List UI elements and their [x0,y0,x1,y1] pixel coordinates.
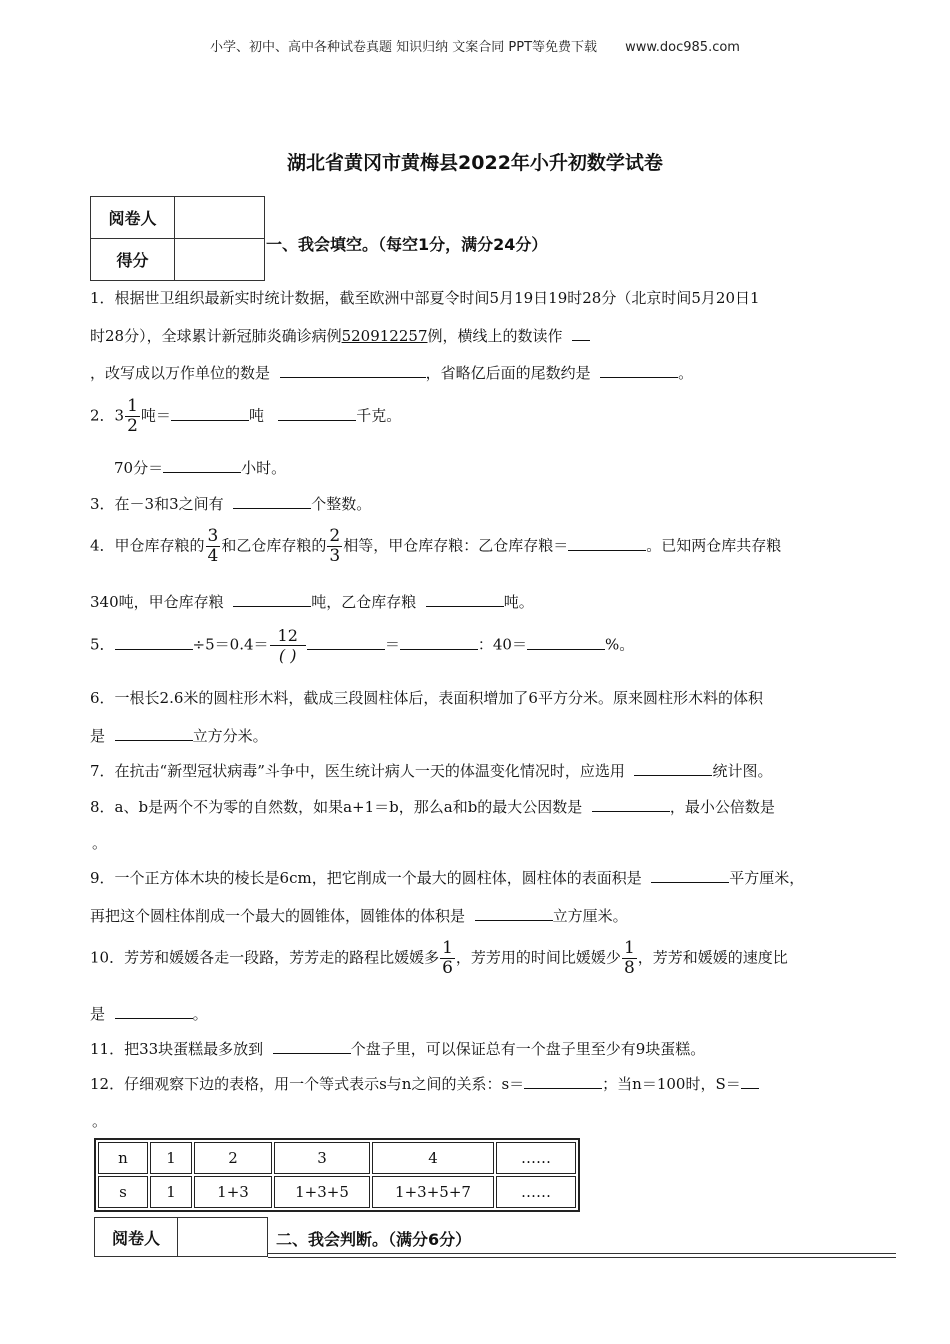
reviewer-label-2: 阅卷人 [95,1218,178,1257]
table-cell: n [98,1142,148,1174]
table-cell: 3 [274,1142,370,1174]
divider-line [268,1257,896,1258]
q4-text-e: 340吨，甲仓库存粮 [90,593,224,611]
q1-line2 [90,325,590,346]
q10-text-b: ，芳芳用的时间比媛媛少 [455,948,621,967]
q4-fraction-2 [327,527,342,566]
q1-text-c2: ，省略亿后面的尾数约是 [425,364,591,382]
q4-blank-ratio[interactable] [568,536,646,551]
q5-text-e: %。 [604,635,635,654]
q3-text-a: 3．在－3和3之间有 [90,495,224,513]
q2-blank-kg[interactable] [278,406,356,421]
q2-blank-ton[interactable] [171,406,249,421]
page-header [0,36,950,55]
table-cell: …… [496,1176,576,1208]
q4-blank-yi[interactable] [426,592,504,607]
q4-text-d: 。已知两仓库共存粮 [646,536,782,555]
q4-text-g: 吨。 [503,593,534,611]
q4-text-b: 和乙仓库存粮的 [221,536,327,555]
q2-text-l2b: 小时。 [241,459,287,477]
table-cell: 1+3 [194,1176,272,1208]
score-cell[interactable] [175,239,265,281]
q8-period: 。 [92,834,108,852]
n-s-table [94,1138,580,1212]
q12-text-b: ；当n＝100时，S＝ [602,1075,741,1093]
q4-fraction-1 [206,527,221,566]
q1-line1: 1．根据世卫组织最新实时统计数据，截至欧洲中部夏令时间5月19日19时28分（北京时间5月20日1 [90,289,760,307]
q10-frac1-num: 1 [442,938,453,958]
q6-blank[interactable] [115,726,193,741]
q10-blank[interactable] [115,1004,193,1019]
header-url[interactable]: www.doc985.com [625,40,740,55]
q9-line1 [90,867,804,888]
table-row [98,1176,576,1208]
q6-text-c: 立方分米。 [192,727,268,745]
q5-blank-2[interactable] [307,635,385,650]
q1-text-c1: ，改写成以万作单位的数是 [90,364,271,382]
table-cell: 1 [150,1142,192,1174]
q9-text-d: 立方厘米。 [552,907,628,925]
q4-line1 [90,527,781,566]
q12-text-a: 12．仔细观察下边的表格，用一个等式表示s与n之间的关系：s＝ [90,1075,525,1093]
q5-blank-1[interactable] [115,635,193,650]
q10-text-c: ，芳芳和媛媛的速度比 [637,948,788,967]
q1-text-b1: 时28分），全球累计新冠肺炎确诊病例 [90,327,342,345]
q8-line1 [90,796,775,817]
q1-blank-read[interactable] [572,326,590,341]
q2-frac-den: 2 [127,416,138,436]
section-1-heading: 一、我会填空。（每空1分，满分24分） [266,235,548,254]
q10-line2 [90,1003,208,1024]
table-cell: s [98,1176,148,1208]
q5-blank-3[interactable] [400,635,478,650]
q3-line [90,493,371,514]
q9-text-b: 平方厘米， [729,869,805,887]
q2-line2 [114,457,286,478]
q2-line1 [90,397,401,436]
q12-blank-formula[interactable] [524,1074,602,1089]
q5-line [90,626,634,665]
table-cell: 2 [194,1142,272,1174]
section-2-heading: 二、我会判断。（满分6分） [276,1230,472,1249]
exam-title: 湖北省黄冈市黄梅县2022年小升初数学试卷 [287,152,663,174]
q11-text-b: 个盘子里，可以保证总有一个盘子里至少有9块蛋糕。 [350,1040,706,1058]
q5-frac-den: ( ) [278,646,297,665]
q11-blank[interactable] [273,1039,351,1054]
q2-text-l2a: 70分＝ [114,459,164,477]
q10-frac2-den: 8 [623,958,635,978]
q2-prefix: 2．3 [90,406,125,425]
q9-blank-volume[interactable] [475,906,553,921]
q4-frac2-den: 3 [329,546,341,566]
q1-text-b2: 例，横线上的数读作 [427,327,563,345]
q5-blank-4[interactable] [527,635,605,650]
table-cell: 1+3+5+7 [372,1176,494,1208]
q12-period: 。 [92,1112,108,1130]
q2-frac-num: 1 [127,396,138,416]
q10-line1 [90,939,788,978]
q7-text-b: 统计图。 [712,762,773,780]
q10-text-d: 是 [90,1005,106,1023]
reviewer-cell[interactable] [175,197,265,239]
q5-text-c: ：40＝ [477,635,527,654]
q3-blank[interactable] [233,494,311,509]
q12-line1 [90,1073,759,1094]
q4-text-f: 吨，乙仓库存粮 [311,593,417,611]
q3-text-b: 个整数。 [311,495,372,513]
q7-text-a: 7．在抗击“新型冠状病毒”斗争中，医生统计病人一天的体温变化情况时，应选用 [90,762,625,780]
q1-text-c3: 。 [678,364,694,382]
q8-text-b: ，最小公倍数是 [669,798,775,816]
q5-prefix: 5． [90,635,115,654]
q9-text-a: 9．一个正方体木块的棱长是6cm，把它削成一个最大的圆柱体，圆柱体的表面积是 [90,869,642,887]
q8-blank-gcd[interactable] [592,797,670,812]
reviewer-label: 阅卷人 [91,197,175,239]
q10-fraction-2 [622,939,637,978]
q6-line2 [90,725,268,746]
score-box-2 [94,1217,268,1257]
q2-text-t1: 吨＝ [140,406,171,425]
q5-text-b: ＝ [384,635,400,654]
q7-blank[interactable] [634,761,712,776]
q10-frac1-den: 6 [442,958,453,978]
header-text: 小学、初中、高中各种试卷真题 知识归纳 文案合同 PPT等免费下载 [210,40,598,55]
q8-text-a: 8．a、b是两个不为零的自然数，如果a+1＝b，那么a和b的最大公因数是 [90,798,583,816]
table-cell: 1 [150,1176,192,1208]
q10-fraction-1 [440,939,455,978]
q6-text-b: 是 [90,727,106,745]
q9-line2 [90,905,628,926]
q9-text-c: 再把这个圆柱体削成一个最大的圆锥体，圆锥体的体积是 [90,907,466,925]
q1-line3 [90,362,693,383]
q10-text-e: 。 [192,1005,208,1023]
q4-frac2-num: 2 [329,526,341,546]
q5-fraction [270,626,306,665]
q4-line2 [90,591,534,612]
q4-frac1-num: 3 [207,526,219,546]
q4-text-a: 4．甲仓库存粮的 [90,536,205,555]
q2-text-t2: 吨 [248,406,264,425]
table-row [98,1142,576,1174]
q10-frac2-num: 1 [623,938,635,958]
q2-blank-hour[interactable] [163,458,241,473]
table-cell: 1+3+5 [274,1176,370,1208]
q12-blank-value[interactable] [741,1074,759,1089]
q4-blank-jia[interactable] [233,592,311,607]
q4-frac1-den: 4 [207,546,219,566]
reviewer-cell-2[interactable] [178,1218,268,1257]
q2-text-t3: 千克。 [356,406,402,425]
q10-text-a: 10．芳芳和媛媛各走一段路，芳芳走的路程比媛媛多 [90,948,440,967]
q1-blank-yi[interactable] [600,363,678,378]
q1-number: 520912257 [341,327,428,345]
q9-blank-area[interactable] [651,868,729,883]
q5-frac-num: 12 [270,626,306,646]
q4-text-c: 相等，甲仓库存粮：乙仓库存粮＝ [343,536,569,555]
score-box [90,196,265,281]
q6-line1: 6．一根长2.6米的圆柱形木料，截成三段圆柱体后，表面积增加了6平方分米。原来圆柱形木料的体积 [90,689,763,707]
q1-blank-wan[interactable] [280,363,426,378]
divider-line [268,1253,896,1254]
q2-fraction [125,397,140,436]
table-cell: 4 [372,1142,494,1174]
q7-line [90,760,772,781]
score-label: 得分 [91,239,175,281]
q11-text-a: 11．把33块蛋糕最多放到 [90,1040,264,1058]
q11-line [90,1038,705,1059]
table-cell: …… [496,1142,576,1174]
q5-text-a: ÷5＝0.4＝ [192,635,269,654]
